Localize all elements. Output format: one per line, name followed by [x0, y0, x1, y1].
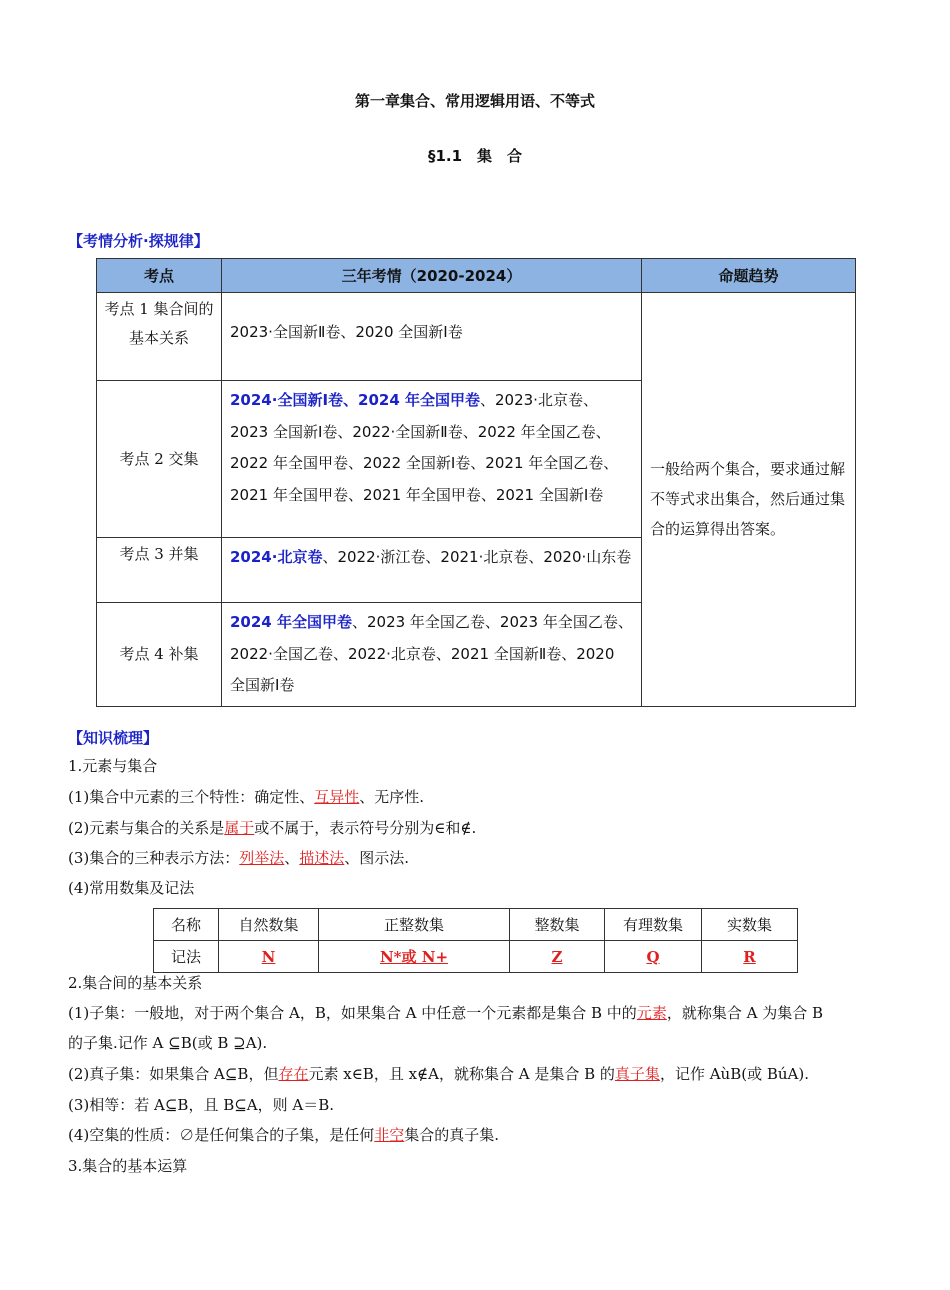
answer-blank: 互异性: [314, 788, 360, 806]
answer-blank: 列举法: [239, 849, 285, 867]
text: (1)子集：一般地，对于两个集合 A，B，如果集合 A 中任意一个元素都是集合 B 中的: [68, 1004, 637, 1022]
symbol: Q: [646, 947, 660, 966]
point-cell: 考点 4 补集: [97, 603, 222, 707]
point-cell: 考点 3 并集: [97, 538, 222, 603]
cell: 记法: [154, 941, 219, 973]
number-sets-table: [153, 908, 798, 973]
answer-blank: 元素: [636, 1004, 667, 1022]
history-text: 、2023·北京卷、2023 全国新Ⅰ卷、2022·全国新Ⅱ卷、2022 年全国乙卷、2022 年全国甲卷、2022 全国新Ⅰ卷、2021 年全国乙卷、2021 年全国甲卷、2021 年全国甲卷、2021 全国新Ⅰ卷: [230, 391, 619, 504]
answer-blank: 属于: [224, 819, 255, 837]
symbol-cell: [510, 941, 605, 973]
cell: 自然数集: [219, 909, 319, 941]
k2-proper-subset-line: [68, 1064, 888, 1084]
text: 或不属于，表示符号分别为∈和∉.: [254, 819, 477, 837]
highlight-text: 2024·全国新Ⅰ卷、2024 年全国甲卷: [230, 391, 480, 409]
text: 、图示法.: [344, 849, 410, 867]
point-cell: 考点 1 集合间的基本关系: [97, 293, 222, 381]
cell: 实数集: [702, 909, 798, 941]
point-cell: 考点 2 交集: [97, 381, 222, 538]
table-row: [154, 941, 798, 973]
cell: 有理数集: [605, 909, 702, 941]
table-row: [154, 909, 798, 941]
section-title: §1.1 集 合: [427, 147, 523, 165]
history-text: 、2022·浙江卷、2021·北京卷、2020·山东卷: [322, 548, 632, 566]
k1-heading: 1.元素与集合: [68, 757, 158, 775]
k2-equal-line: (3)相等：若 A⊆B，且 B⊆A，则 A＝B.: [68, 1096, 335, 1114]
k2-subset-line: [68, 1003, 888, 1023]
cell: 整数集: [510, 909, 605, 941]
k1-line4: (4)常用数集及记法: [68, 879, 195, 897]
answer-blank: 存在: [278, 1065, 309, 1083]
text: 集合的真子集.: [404, 1126, 500, 1144]
knowledge-heading: 【知识梳理】: [68, 729, 159, 747]
k3-heading: 3.集合的基本运算: [68, 1157, 188, 1175]
k1-line3: [68, 848, 409, 868]
history-text: 2023·全国新Ⅱ卷、2020 全国新Ⅰ卷: [230, 323, 463, 341]
text: (2)真子集：如果集合 A⊆B，但: [68, 1065, 279, 1083]
text: (2)元素与集合的关系是: [68, 819, 225, 837]
k2-subset-line2: 的子集.记作 A ⊆B(或 B ⊇A).: [68, 1034, 268, 1052]
symbol: Z: [551, 947, 563, 966]
history-text: 、2023 年全国乙卷、2023 年全国乙卷、2022·全国乙卷、2022·北京卷、2021 全国新Ⅱ卷、2020 全国新Ⅰ卷: [230, 613, 633, 694]
answer-blank: 非空: [374, 1126, 405, 1144]
text: 、: [284, 849, 300, 867]
symbol-cell: [605, 941, 702, 973]
history-cell: [222, 603, 642, 707]
history-cell: [222, 293, 642, 381]
k2-empty-set-line: [68, 1125, 499, 1145]
symbol-cell: [319, 941, 510, 973]
answer-blank: 描述法: [299, 849, 345, 867]
symbol: N*或 N+: [379, 948, 449, 966]
text: (1)集合中元素的三个特性：确定性、: [68, 788, 315, 806]
symbol-cell: [219, 941, 319, 973]
header-history: 三年考情（2020-2024）: [222, 259, 642, 293]
symbol: N: [261, 947, 276, 966]
highlight-text: 2024 年全国甲卷: [230, 613, 352, 631]
header-point: 考点: [97, 259, 222, 293]
cell: 正整数集: [319, 909, 510, 941]
text: ，就称集合 A 为集合 B: [666, 1004, 823, 1022]
text: ，记作 AùB(或 BúA).: [659, 1065, 809, 1083]
table-row: [97, 293, 856, 381]
exam-analysis-table: [96, 258, 856, 707]
symbol-cell: [702, 941, 798, 973]
cell: 名称: [154, 909, 219, 941]
history-cell: [222, 538, 642, 603]
header-trend: 命题趋势: [642, 259, 856, 293]
trend-cell: 一般给两个集合，要求通过解不等式求出集合，然后通过集合的运算得出答案。: [642, 293, 856, 707]
chapter-title: 第一章集合、常用逻辑用语、不等式: [354, 92, 595, 110]
symbol: R: [743, 947, 756, 966]
text: 元素 x∈B，且 x∉A，就称集合 A 是集合 B 的: [308, 1065, 615, 1083]
k1-line1: [68, 787, 424, 807]
exam-analysis-heading: 【考情分析·探规律】: [68, 232, 209, 250]
answer-blank: 真子集: [614, 1065, 660, 1083]
history-cell: [222, 381, 642, 538]
text: 、无序性.: [359, 788, 425, 806]
text: (4)空集的性质：∅是任何集合的子集，是任何: [68, 1126, 375, 1144]
k1-line2: [68, 818, 476, 838]
highlight-text: 2024·北京卷: [230, 548, 323, 566]
k2-heading: 2.集合间的基本关系: [68, 974, 203, 992]
table-header-row: [97, 259, 856, 293]
text: (3)集合的三种表示方法：: [68, 849, 240, 867]
